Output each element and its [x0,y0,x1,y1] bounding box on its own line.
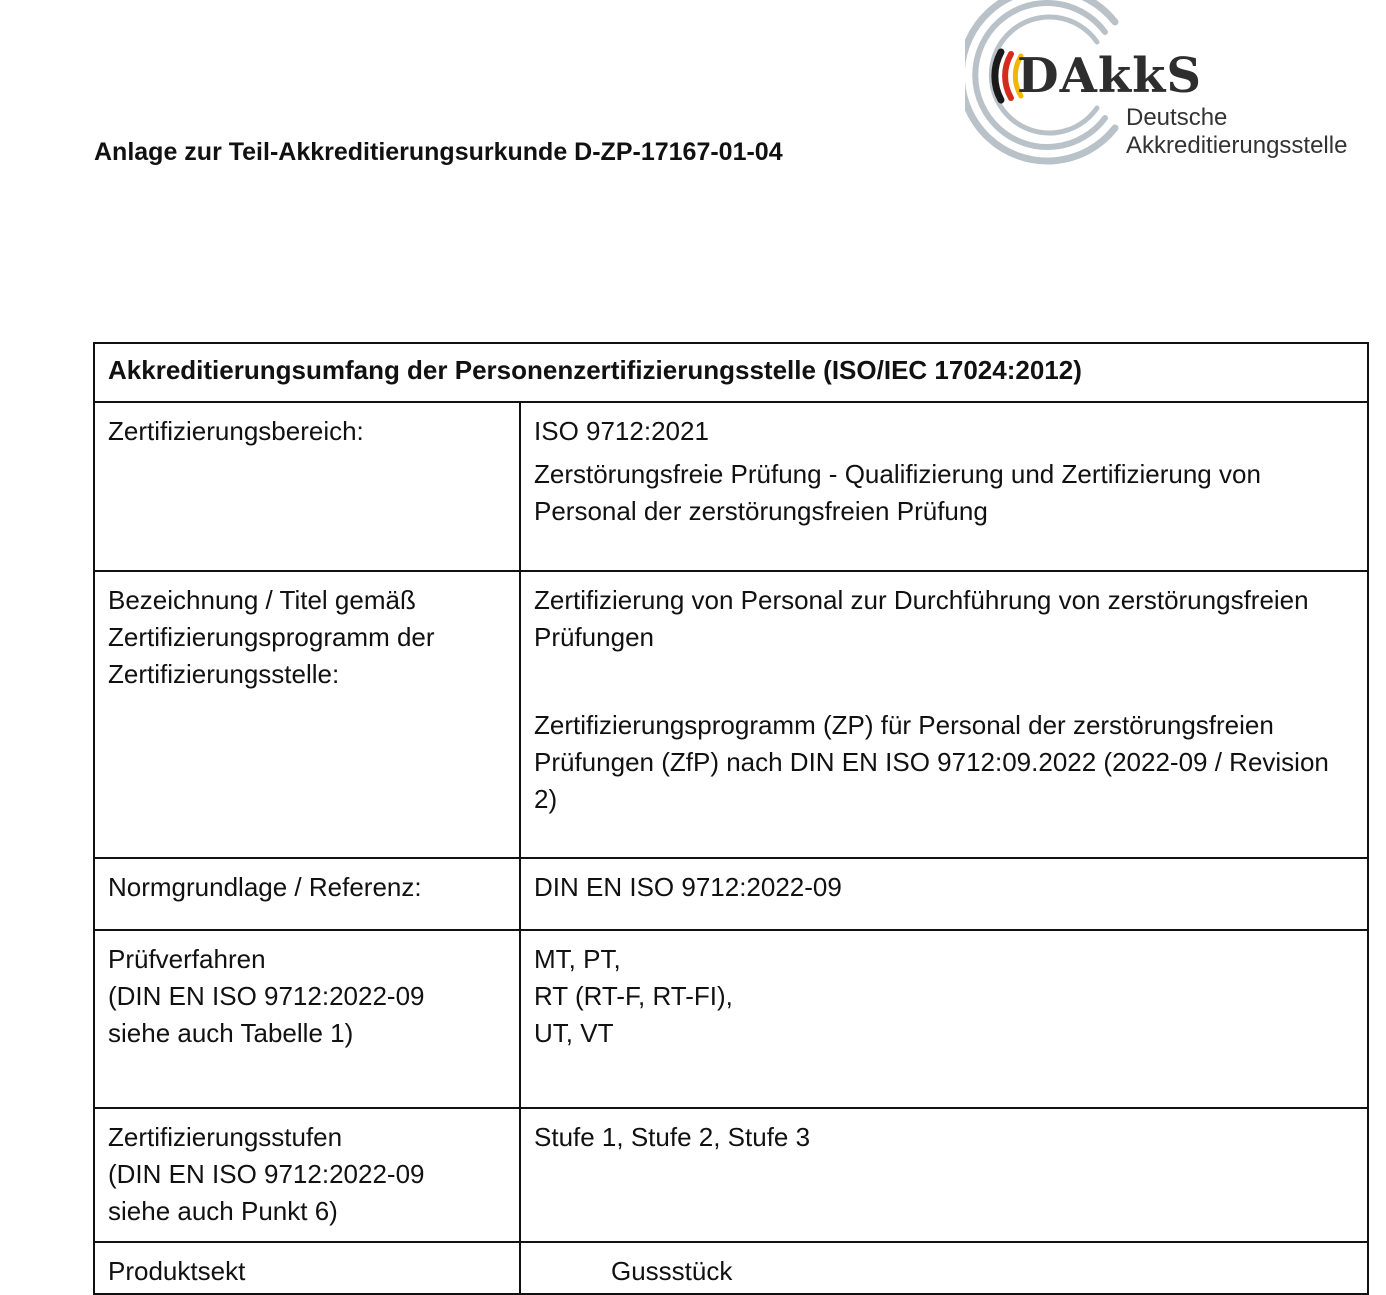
document-title: Anlage zur Teil-Akkreditierungsurkunde D-ZP-17167-01-04 [94,138,783,166]
row-label [94,1108,520,1242]
label-line: Normgrundlage / Referenz: [108,872,422,902]
row-label [94,402,520,571]
label-line: siehe auch Tabelle 1) [108,1018,354,1048]
value-line: RT (RT-F, RT-FI), [534,981,733,1011]
logo-text-line-2: Akkreditierungsstelle [1126,132,1348,159]
row-label [94,571,520,858]
label-line: Bezeichnung / Titel gemäß Zertifizierungsprogramm der Zertifizierungsstelle: [108,585,435,689]
value-line: ISO 9712:2021 [534,416,709,446]
value-line: UT, VT [534,1018,614,1048]
label-line: (DIN EN ISO 9712:2022-09 [108,1159,425,1189]
value-line: Zertifizierungsprogramm (ZP) für Personal der zerstörungsfreien Prüfungen (ZfP) nach DIN EN ISO 9712:09.2022 (2022-09 / Revision 2) [534,710,1329,814]
table-header-row [94,343,1368,402]
row-value [520,571,1368,858]
value-line: DIN EN ISO 9712:2022-09 [534,872,842,902]
dakks-logo [965,0,1365,170]
row-value [520,930,1368,1108]
label-line: Produktsekt [108,1256,246,1286]
logo-text-line-1: Deutsche [1126,104,1228,131]
label-line: Zertifizierungsstufen [108,1122,343,1152]
label-line: Zertifizierungsbereich: [108,416,364,446]
table-row [94,402,1368,571]
row-value [520,1108,1368,1242]
label-line: siehe auch Punkt 6) [108,1196,338,1226]
label-line: (DIN EN ISO 9712:2022-09 [108,981,425,1011]
label-line: Prüfverfahren [108,944,266,974]
row-label [94,930,520,1108]
logo-abbreviation: DAkkS [1017,48,1203,104]
row-value [520,402,1368,571]
table-row [94,930,1368,1108]
accreditation-scope-table [93,342,1369,1295]
value-line: MT, PT, [534,944,621,974]
value-line: Gussstück [611,1256,733,1286]
value-line: Zertifizierung von Personal zur Durchführung von zerstörungsfreien Prüfungen [534,585,1309,652]
table-row [94,571,1368,858]
row-value [520,858,1368,930]
table-heading: Akkreditierungsumfang der Personenzertifizierungsstelle (ISO/IEC 17024:2012) [94,343,1368,402]
table-row [94,858,1368,930]
table-row-partial [94,1242,1368,1294]
row-value [520,1242,1368,1294]
row-label [94,1242,520,1294]
value-line: Zerstörungsfreie Prüfung - Qualifizierung und Zertifizierung von Personal der zerstörungsfreien Prüfung [534,459,1261,526]
row-label [94,858,520,930]
table-row [94,1108,1368,1242]
value-line: Stufe 1, Stufe 2, Stufe 3 [534,1122,811,1152]
